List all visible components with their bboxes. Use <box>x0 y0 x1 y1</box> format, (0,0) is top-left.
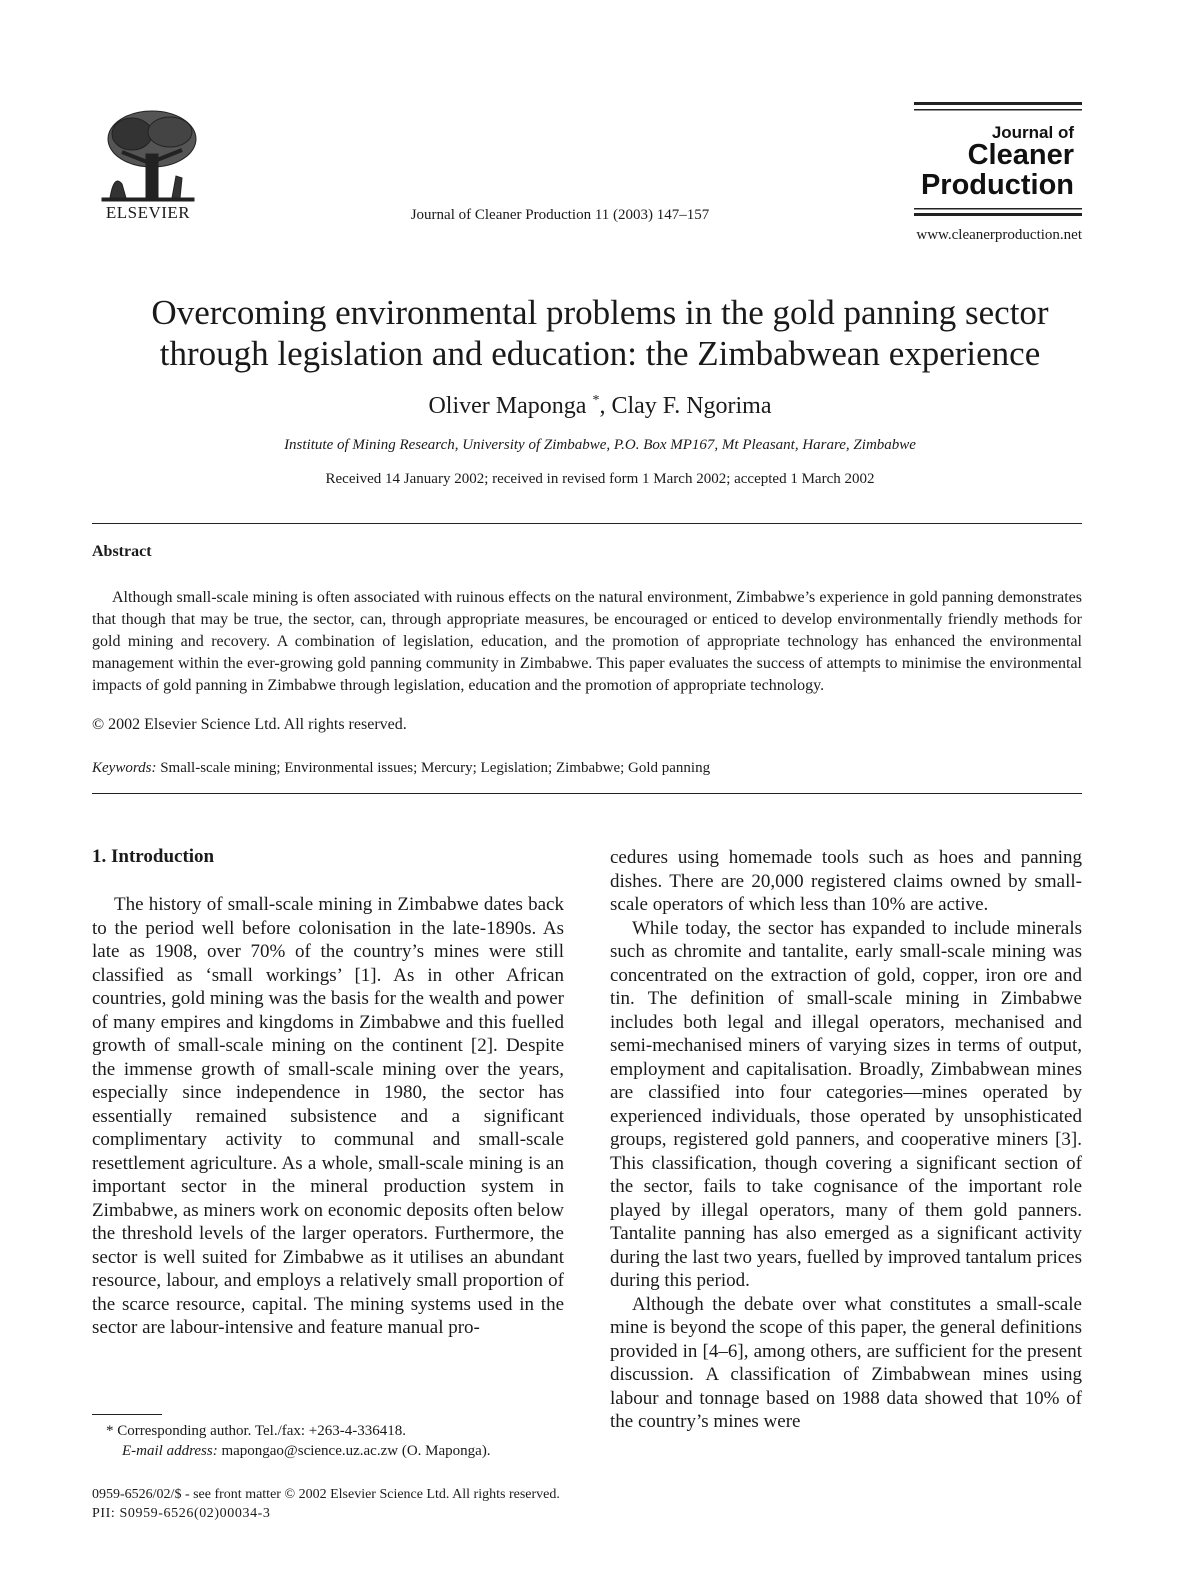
journal-logo-line2: Cleaner <box>967 139 1074 171</box>
journal-logo <box>912 100 1084 224</box>
title-line-2: through legislation and education: the Zimbabwean experience <box>159 334 1041 373</box>
email-address[interactable]: mapongao@science.uz.ac.zw (O. Maponga). <box>221 1443 491 1459</box>
keywords <box>92 760 1082 777</box>
footnote <box>92 1421 564 1461</box>
title-line-1: Overcoming environmental problems in the gold panning sector <box>151 293 1049 332</box>
author-separator: , <box>599 393 612 419</box>
authors <box>60 393 1140 420</box>
section-heading: 1. Introduction <box>92 846 215 867</box>
body-column-left <box>92 893 564 1340</box>
article-history-dates: Received 14 January 2002; received in revised form 1 March 2002; accepted 1 March 2002 <box>325 471 875 487</box>
body-paragraph: The history of small-scale mining in Zimbabwe dates back to the period well before colonisation in the late-1890s. As late as 1908, over 70% of the country’s mines were still classified as ‘small workings’ [1]. As in other African countries, gold mining was the basis for the wealth and power of many empires and kingdoms in Zimbabwe and this fuelled growth of small-scale mining on the continent [2]. Despite the immense growth of small-scale mining over the years, especially since independence in 1980, the sector has essentially remained subsistence and a significant complimentary activity to communal and small-scale resettlement agriculture. As a whole, small-scale mining is an important sector in the mineral production system in Zimbabwe, as miners work on economic deposits often below the threshold levels of the larger operators. Furthermore, the sector is well suited for Zimbabwe as it utilises an abundant resource, labour, and employs a relatively small proportion of the scarce resource, capital. The mining systems used in the sector are labour-intensive and feature manual pro- <box>92 894 564 1338</box>
author-1: Oliver Maponga <box>428 393 587 419</box>
body-paragraph: While today, the sector has expanded to include minerals such as chromite and tantalite, early small-scale mining was concentrated on the extraction of gold, copper, iron ore and tin. The definition of small-scale mining in Zimbabwe includes both legal and illegal operators, mechanised and semi-mechanised miners of varying sizes in terms of output, employment and capitalisation. Broadly, Zimbabwean mines are classified into four categories—mines operated by experienced individuals, those operated by unsophisticated groups, registered gold panners, and cooperative miners [3]. This classification, though covering a significant section of the sector, fails to take cognisance of the important role played by illegal operators, many of them gold panners. Tantalite panning has also emerged as a significant activity during the last two years, fuelled by improved tantalum prices during this period. <box>610 917 1082 1291</box>
publisher-name: ELSEVIER <box>105 203 191 222</box>
affiliation: Institute of Mining Research, University of Zimbabwe, P.O. Box MP167, Mt Pleasant, Harare, Zimbabwe <box>284 437 916 453</box>
footnote-mark: * <box>106 1423 114 1439</box>
journal-citation: Journal of Cleaner Production 11 (2003) 147–157 <box>410 207 710 223</box>
footnote-email-line <box>92 1441 564 1461</box>
body-paragraph: cedures using homemade tools such as hoes and panning dishes. There are 20,000 registered claims owned by small-scale operators of which less than 10% are active. <box>610 847 1082 915</box>
journal-url[interactable]: www.cleanerproduction.net <box>916 227 1082 243</box>
footnote-text: Corresponding author. Tel./fax: +263-4-336418. <box>117 1423 407 1439</box>
email-label: E-mail address: <box>122 1443 218 1459</box>
body-column-right <box>610 846 1082 1434</box>
front-matter-notice: 0959-6526/02/$ - see front matter © 2002 Elsevier Science Ltd. All rights reserved. <box>92 1487 560 1502</box>
footnote-rule <box>92 1414 162 1415</box>
abstract-heading: Abstract <box>92 543 152 560</box>
keywords-label: Keywords: <box>92 760 157 776</box>
footnote-line <box>92 1421 564 1441</box>
pii-identifier: PII: S0959-6526(02)00034-3 <box>92 1506 271 1521</box>
abstract-top-rule <box>92 523 1082 524</box>
journal-logo-line3: Production <box>920 169 1074 201</box>
keywords-list: Small-scale mining; Environmental issues; Mercury; Legislation; Zimbabwe; Gold panning <box>160 760 711 776</box>
abstract-text: Although small-scale mining is often associated with ruinous effects on the natural environment, Zimbabwe’s experience in gold panning demonstrates that though that may be true, the sector, can, through appropriate measures, be encouraged or enticed to develop environmentally friendly methods for gold mining and recovery. A combination of legislation, education, and the promotion of appropriate technology has enhanced the environmental management within the ever-growing gold panning community in Zimbabwe. This paper evaluates the success of attempts to minimise the environmental impacts of gold panning in Zimbabwe through legislation, education and the promotion of appropriate technology. <box>92 589 1082 694</box>
abstract-copyright: © 2002 Elsevier Science Ltd. All rights reserved. <box>92 716 407 733</box>
corresponding-mark[interactable]: * <box>592 393 600 408</box>
body-paragraph: Although the debate over what constitutes a small-scale mine is beyond the scope of this paper, the general definitions provided in [4–6], among others, are sufficient for the present discussion. A classification of Zimbabwean mines using labour and tonnage based on 1988 data showed that 10% of the country’s mines were <box>610 1293 1082 1432</box>
abstract-bottom-rule <box>92 793 1082 794</box>
article-title <box>60 292 1140 374</box>
journal-logo-line1: Journal of <box>991 123 1074 142</box>
author-2: Clay F. Ngorima <box>611 393 772 419</box>
